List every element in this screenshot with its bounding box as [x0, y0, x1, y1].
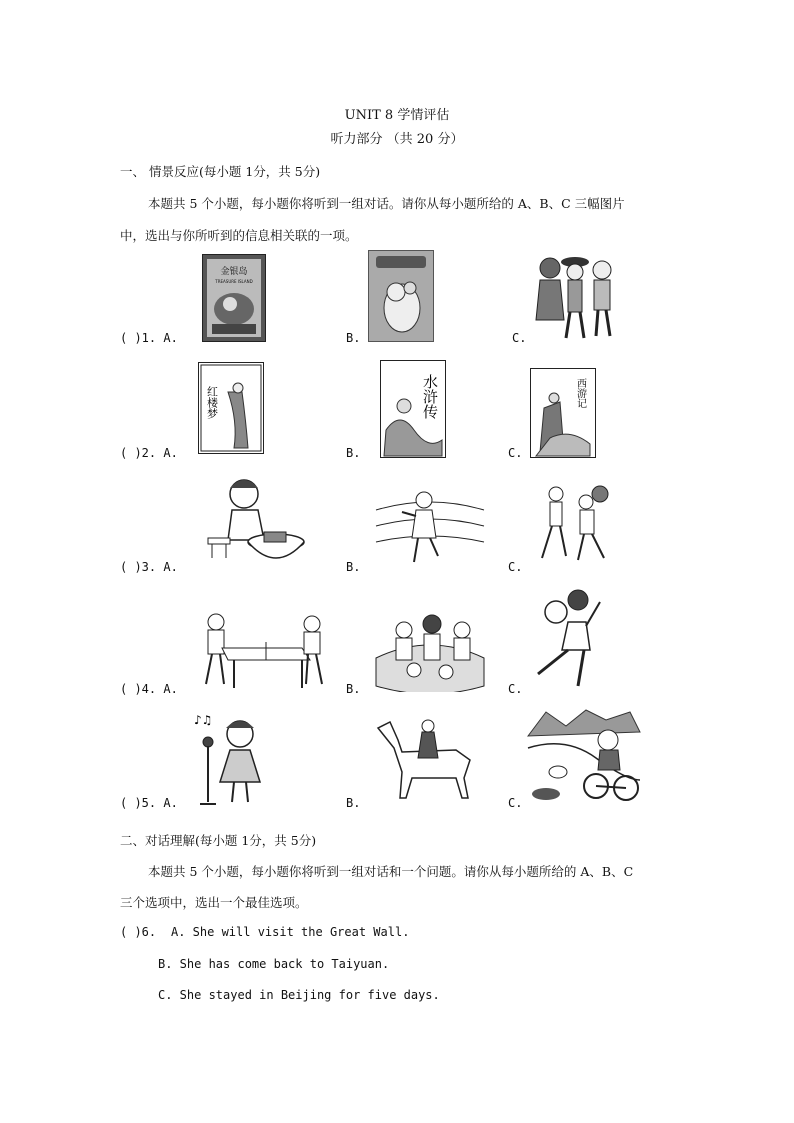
q5-option-c-label: C. [508, 796, 523, 810]
q6-label: ( )6. [120, 925, 157, 939]
q3-option-c-label: C. [508, 560, 523, 574]
q4-label: ( )4. A. [120, 682, 178, 696]
section2-instruction-line1: 本题共 5 个小题，每小题你将听到一组对话和一个问题。请你从每小题所给的 A、B、C [148, 864, 634, 879]
q5-label: ( )5. A. [120, 796, 178, 810]
q5-a-singing-image[interactable] [192, 712, 272, 808]
svg-text:♪♫: ♪♫ [194, 713, 213, 727]
section1-instruction-line2: 中，选出与你所听到的信息相关联的一项。 [120, 228, 358, 243]
section2-instruction-line2: 三个选项中，选出一个最佳选项。 [120, 895, 308, 910]
q2-label: ( )2. A. [120, 446, 178, 460]
q4-b-music-band-image[interactable] [374, 612, 486, 692]
q6-option-b[interactable]: B. She has come back to Taiyuan. [158, 957, 390, 971]
q2-option-c-label: C. [508, 446, 523, 460]
q1-b-book-cover-image[interactable] [368, 250, 434, 342]
q2-c-book-cover-image[interactable] [530, 368, 596, 458]
page-subtitle: 听力部分 （共 20 分） [330, 132, 464, 147]
q2-a-book-title: 红楼梦 [205, 386, 219, 419]
q1-c-cartoon-characters-image[interactable] [530, 250, 620, 342]
q2-b-book-cover-image[interactable] [380, 360, 446, 458]
q4-option-c-label: C. [508, 682, 523, 696]
q1-label: ( )1. A. [120, 331, 178, 345]
q5-b-horse-riding-image[interactable] [372, 718, 478, 802]
q1-a-book-cover-image[interactable] [202, 254, 266, 342]
q6-option-a[interactable]: A. She will visit the Great Wall. [171, 925, 410, 939]
q3-c-basketball-image[interactable] [536, 484, 618, 564]
section1-instruction-line1: 本题共 5 个小题，每小题你将听到一组对话。请你从每小题所给的 A、B、C 三幅图片 [148, 196, 625, 211]
q3-a-washing-clothes-image[interactable] [204, 474, 308, 568]
q4-a-ping-pong-image[interactable] [198, 610, 330, 690]
q5-c-bike-riding-image[interactable] [526, 708, 642, 804]
q3-b-skating-image[interactable] [374, 486, 486, 566]
section1-heading: 一、 情景反应(每小题 1分，共 5分) [120, 164, 321, 179]
q2-b-book-title: 水浒传 [421, 374, 439, 419]
q2-a-book-cover-image[interactable] [198, 362, 264, 454]
page-title: UNIT 8 学情评估 [344, 108, 450, 123]
q1-a-book-subtitle: TREASURE ISLAND [215, 279, 253, 284]
q2-option-b-label: B. [346, 446, 361, 460]
q4-option-b-label: B. [346, 682, 361, 696]
q1-option-c-label: C. [512, 331, 527, 345]
q3-label: ( )3. A. [120, 560, 178, 574]
q1-a-book-title: 金银岛 [220, 267, 248, 277]
q3-option-b-label: B. [346, 560, 361, 574]
q5-option-b-label: B. [346, 796, 361, 810]
section2-heading: 二、对话理解(每小题 1分，共 5分) [120, 833, 317, 848]
q1-option-b-label: B. [346, 331, 361, 345]
q4-c-football-image[interactable] [528, 588, 610, 692]
q2-c-book-title: 西游记 [574, 378, 586, 408]
q6-option-c[interactable]: C. She stayed in Beijing for five days. [158, 988, 440, 1002]
